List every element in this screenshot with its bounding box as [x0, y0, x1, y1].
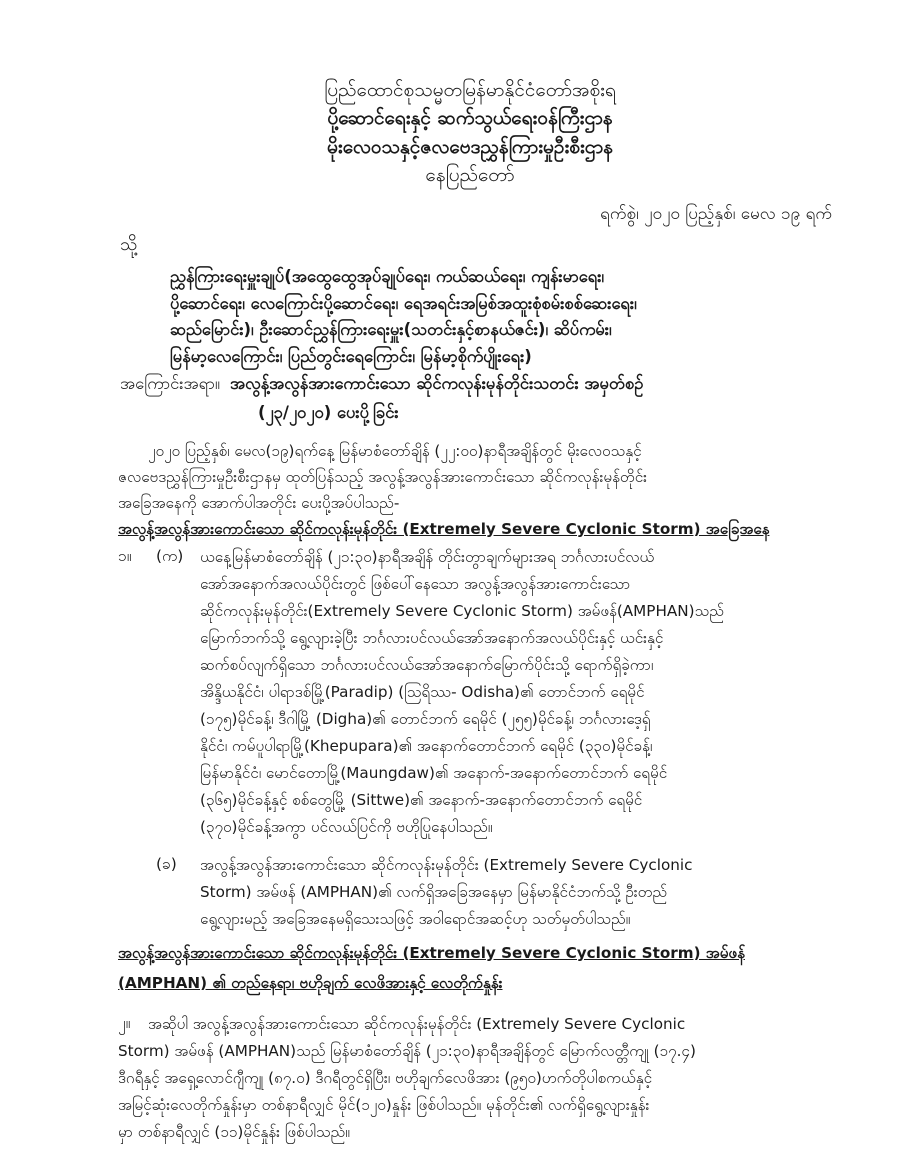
- para2-line: ဒီဂရီနှင့် အရှေ့လောင်ဂျီကျု (၈၇.၀) ဒီဂရီတွင်ရှိပြီး၊ ဗဟိုချက်လေဖိအား (၉၅၀)ဟက်တိုပါစကယ်နှင့်: [118, 1069, 653, 1087]
- letter-date: ရက်စွဲ၊ ၂၀၂၀ ပြည့်နှစ်၊ မေလ ၁၉ ရက်: [600, 204, 832, 224]
- para1-sub-a-line: အော်အနောက်အလယ်ပိုင်းတွင် ဖြစ်ပေါ်နေသော အလွန့်အလွန်အားကောင်းသော: [200, 575, 631, 593]
- header-government: ပြည်ထောင်စုသမ္မတမြန်မာနိုင်ငံတော်အစိုးရ: [324, 79, 616, 101]
- para1-sub-a-label: (က): [156, 547, 184, 565]
- para1-sub-b-line: အလွန့်အလွန်အားကောင်းသော ဆိုင်ကလုန်းမုန်တိုင်း (Extremely Severe Cyclonic: [200, 856, 693, 874]
- para1-sub-a-line: အိန္ဒိယနိုင်ငံ၊ ပါရာဒစ်မြို့(Paradip) (ဩရိဿ- Odisha)၏ တောင်ဘက် ရေမိုင်: [200, 683, 645, 701]
- addressee-line: ပို့ဆောင်ရေး၊ လေကြောင်းပို့ဆောင်ရေး၊ ရေအရင်းအမြစ်အထူးစုံစမ်းစစ်ဆေးရေး၊: [170, 294, 637, 313]
- para1-sub-a-line: ဆက်စပ်လျက်ရှိသော ဘင်္ဂလားပင်လယ်အော်အနောက်မြောက်ပိုင်းသို့ ရောက်ရှိခဲ့ကာ၊: [200, 656, 654, 674]
- header-department: မိုးလေဝသနှင့်ဇလဗေဒညွှန်ကြားမှုဦးစီးဌာန: [327, 136, 613, 158]
- section2-heading: အလွန့်အလွန်အားကောင်းသော ဆိုင်ကလုန်းမုန်တိုင်း (Extremely Severe Cyclonic Storm) အမ်ဖန်: [118, 944, 745, 962]
- para2-line: အဆိုပါ အလွန့်အလွန်အားကောင်းသော ဆိုင်ကလုန်းမုန်တိုင်း (Extremely Severe Cyclonic: [148, 1015, 686, 1033]
- para1-sub-a-line: (၃၇၀)မိုင်ခန့်အကွာ ပင်လယ်ပြင်ကို ဗဟိုပြုနေပါသည်။: [200, 818, 493, 836]
- addressee-line: မြန်မာ့လေကြောင်း၊ ပြည်တွင်းရေကြောင်း၊ မြန်မာ့စိုက်ပျိုးရေး): [170, 347, 532, 366]
- para1-sub-a-line: မြောက်ဘက်သို့ ရွေ့လျားခဲ့ပြီး ဘင်္ဂလားပင်လယ်အော်အနောက်အလယ်ပိုင်းနှင့် ယင်းနှင့်: [200, 629, 664, 647]
- para2-line: Storm) အမ်ဖန် (AMPHAN)သည် မြန်မာစံတော်ချိန် (၂၁:၃၀)နာရီအချိန်တွင် မြောက်လတ္တီကျု (၁၇.၄): [118, 1042, 696, 1060]
- header-ministry: ပို့ဆောင်ရေးနှင့် ဆက်သွယ်ရေးဝန်ကြီးဌာန: [327, 107, 613, 129]
- intro-line: အခြေအနေကို အောက်ပါအတိုင်း ပေးပို့အပ်ပါသည်-: [118, 494, 400, 512]
- intro-line: ဇလဗေဒညွှန်ကြားမှုဦးစီးဌာနမှ ထုတ်ပြန်သည့် အလွန့်အလွန်အားကောင်းသော ဆိုင်ကလုန်းမုန်တိုင်း: [118, 468, 647, 486]
- intro-line: ၂၀၂၀ ပြည့်နှစ်၊ မေလ(၁၉)ရက်နေ့ မြန်မာစံတော်ချိန် (၂၂:၀၀)နာရီအချိန်တွင် မိုးလေဝသနှင့်: [148, 442, 642, 460]
- para1-sub-b-line: Storm) အမ်ဖန် (AMPHAN)၏ လက်ရှိအခြေအနေမှာ မြန်မာနိုင်ငံဘက်သို့ ဦးတည်: [200, 883, 668, 901]
- para2-line: အမြင့်ဆုံးလေတိုက်နှုန်းမှာ တစ်နာရီလျှင် မိုင်(၁၂၀)နှုန်း ဖြစ်ပါသည်။ မုန်တိုင်း၏ လက်ရှိရွေ့လျားနှုန်း: [118, 1096, 650, 1114]
- para1-sub-a-line: ယနေ့မြန်မာစံတော်ချိန် (၂၁:၃၀)နာရီအချိန် တိုင်းတွာချက်များအရ ဘင်္ဂလားပင်လယ်: [200, 548, 655, 566]
- para1-sub-a-line: မြန်မာနိုင်ငံ၊ မောင်တောမြို့(Maungdaw)၏ အနောက်-အနောက်တောင်ဘက် ရေမိုင်: [200, 764, 668, 782]
- para1-sub-a-line: နိုင်ငံ၊ ကမ်ပူပါရာမြို့(Khepupara)၏ အနောက်တောင်ဘက် ရေမိုင် (၃၃၀)မိုင်ခန့်၊: [200, 737, 653, 755]
- section1-heading: အလွန့်အလွန်အားကောင်းသော ဆိုင်ကလုန်းမုန်တိုင်း (Extremely Severe Cyclonic Storm) အခြေအနေ: [118, 520, 770, 538]
- para2-line: မှာ တစ်နာရီလျှင် (၁၁)မိုင်နှုန်း ဖြစ်ပါသည်။: [118, 1123, 350, 1141]
- para1-sub-b-line: ရွေ့လျားမည့် အခြေအနေမရှိသေးသဖြင့် အဝါရောင်အဆင့်ဟု သတ်မှတ်ပါသည်။: [200, 910, 631, 928]
- header-city: နေပြည်တော်: [425, 164, 515, 186]
- para1-sub-a-line: ဆိုင်ကလုန်းမုန်တိုင်း(Extremely Severe Cyclonic Storm) အမ်ဖန်(AMPHAN)သည်: [200, 602, 724, 620]
- para2-number: ၂။: [118, 1014, 131, 1032]
- para1-sub-a-line: (၃၆၅)မိုင်ခန့်နှင့် စစ်တွေမြို့ (Sittwe)၏ အနောက်-အနောက်တောင်ဘက် ရေမိုင်: [200, 791, 643, 809]
- addressee-line: ညွှန်ကြားရေးမှူးချုပ်(အထွေထွေအုပ်ချုပ်ရေး၊ ကယ်ဆယ်ရေး၊ ကျန်းမာရေး၊: [170, 267, 605, 286]
- para1-sub-a-line: (၁၇၅)မိုင်ခန့်၊ ဒီဂါမြို့ (Digha)၏ တောင်ဘက် ရေမိုင် (၂၅၅)မိုင်ခန့်၊ ဘင်္ဂလားဒေ့ရှ်: [200, 710, 651, 728]
- para1-sub-b-label: (ခ): [156, 855, 177, 873]
- subject-text: (၂၃/၂၀၂၀) ပေးပို့ခြင်း: [258, 403, 399, 422]
- to-label: သို့: [120, 234, 138, 255]
- subject-label: အကြောင်းအရာ။: [120, 374, 220, 393]
- section2-heading: (AMPHAN) ၏ တည်နေရာ၊ ဗဟိုချက် လေဖိအားနှင့် လေတိုက်နှုန်း: [118, 974, 503, 992]
- para1-number: ၁။: [118, 547, 132, 565]
- addressee-line: ဆည်မြောင်း)၊ ဦးဆောင်ညွှန်ကြားရေးမှူး(သတင်းနှင့်စာနယ်ဇင်း)၊ ဆိပ်ကမ်း၊: [170, 320, 612, 339]
- subject-text: အလွန့်အလွန်အားကောင်းသော ဆိုင်ကလုန်းမုန်တိုင်းသတင်း အမှတ်စဉ်: [230, 374, 644, 393]
